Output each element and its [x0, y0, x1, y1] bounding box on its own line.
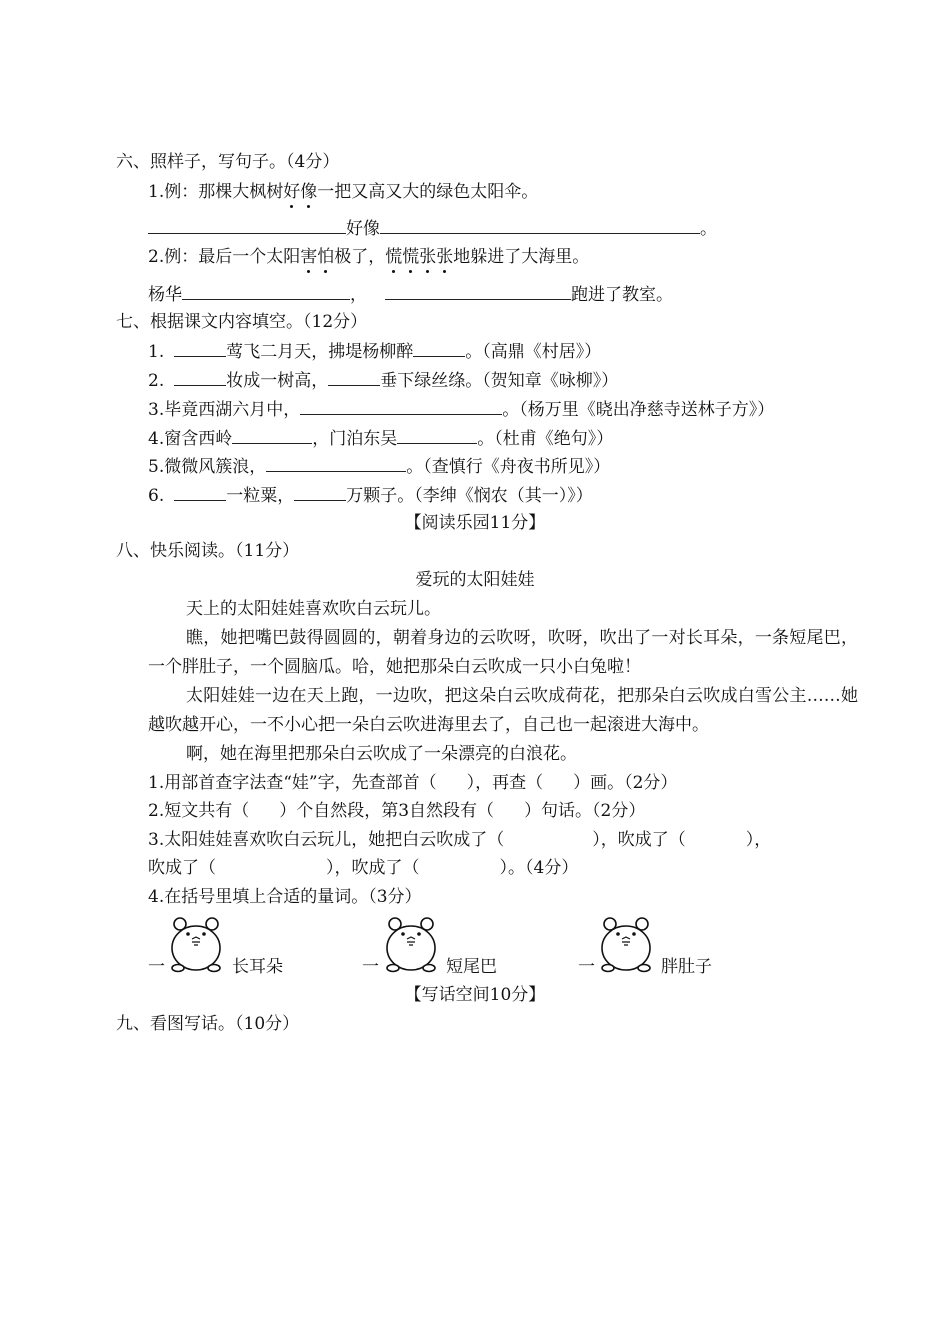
example-2: 2.例：最后一个太阳害怕极了，慌慌张张地躲进了大海里。 — [148, 247, 590, 267]
poem-item-5: 5.微微风簇浪， 。（查慎行《舟夜书所见》） — [148, 457, 611, 477]
fill-line-1: 好像 。 — [148, 217, 717, 240]
answer-blank[interactable] — [174, 369, 226, 386]
poem-item-3: 3.毕竟西湖六月中， 。（杨万里《晓出净慈寺送林子方》） — [148, 400, 775, 420]
measure-prefix-2: 一 — [362, 957, 379, 977]
dotted-char: 像 — [300, 182, 318, 202]
story-paragraph-1: 天上的太阳娃娃喜欢吹白云玩儿。 — [186, 599, 441, 619]
story-paragraph-3: 太阳娃娃一边在天上跑，一边吹，把这朵白云吹成荷花，把那朵白云吹成白雪公主……她越吹越开心，一不小心把一朵白云吹进海里去了，自己也一起滚进大海中。 — [148, 686, 858, 735]
measure-word-2: 短尾巴 — [446, 957, 497, 977]
answer-blank[interactable] — [148, 217, 346, 234]
section-7-title: 七、根据课文内容填空。（12分） — [116, 312, 368, 332]
dotted-char: 好 — [283, 182, 301, 202]
section-8-title: 八、快乐阅读。（11分） — [116, 541, 300, 561]
poem-item-6: 6. 一粒粟， 万颗子。（李绅《悯农（其一）》） — [148, 486, 593, 506]
measure-word-3: 胖肚子 — [661, 957, 712, 977]
hamster-answer-box-icon[interactable] — [598, 915, 656, 973]
question-1: 1.用部首查字法查“娃”字，先查部首（ ），再查（ ）画。（2分） — [148, 773, 678, 793]
measure-prefix-1: 一 — [148, 957, 165, 977]
story-paragraph-4: 啊，她在海里把那朵白云吹成了一朵漂亮的白浪花。 — [186, 744, 577, 764]
example-1: 1.例：那棵大枫树好像一把又高又大的绿色太阳伞。 — [148, 182, 539, 202]
story-title: 爱玩的太阳娃娃 — [415, 570, 535, 590]
section-9-title: 九、看图写话。（10分） — [116, 1014, 300, 1034]
answer-blank[interactable] — [413, 340, 465, 357]
question-4: 4.在括号里填上合适的量词。（3分） — [148, 887, 422, 907]
answer-blank[interactable] — [232, 427, 312, 444]
dotted-char: 张 — [436, 247, 454, 267]
hamster-answer-box-icon[interactable] — [168, 915, 226, 973]
dotted-char: 张 — [419, 247, 437, 267]
answer-blank[interactable] — [174, 484, 226, 501]
fill-line-2: 杨华 ， 跑进了教室。 — [148, 285, 673, 305]
answer-blank[interactable] — [266, 455, 406, 472]
dotted-char: 慌 — [402, 247, 420, 267]
poem-item-4: 4.窗含西岭 ，门泊东吴 。（杜甫《绝句》） — [148, 429, 614, 449]
question-2: 2.短文共有（ ）个自然段，第3自然段有（ ）句话。（2分） — [148, 801, 646, 821]
answer-blank[interactable] — [174, 340, 226, 357]
dotted-char: 害 — [300, 247, 318, 267]
hamster-answer-box-icon[interactable] — [383, 915, 441, 973]
answer-blank[interactable] — [294, 484, 346, 501]
section-6-title: 六、照样子，写句子。（4分） — [116, 152, 340, 172]
reading-section-header: 【阅读乐园11分】 — [404, 513, 546, 533]
question-3: 3.太阳娃娃喜欢吹白云玩儿，她把白云吹成了（ ），吹成了（ ）， — [148, 830, 772, 850]
dotted-char: 怕 — [317, 247, 335, 267]
poem-item-2: 2. 妆成一树高， 垂下绿丝绦。（贺知章《咏柳》） — [148, 371, 619, 391]
poem-item-1: 1. 莺飞二月天，拂堤杨柳醉 。（高鼎《村居》） — [148, 342, 602, 362]
question-3-cont: 吹成了（ ），吹成了（ ）。（4分） — [148, 858, 579, 878]
measure-prefix-3: 一 — [578, 957, 595, 977]
story-paragraph-2: 瞧，她把嘴巴鼓得圆圆的，朝着身边的云吹呀，吹呀，吹出了一对长耳朵，一条短尾巴，一个胖肚子，一个圆脑瓜。哈，她把那朵白云吹成一只小白兔啦！ — [148, 628, 858, 677]
dotted-char: 慌 — [385, 247, 403, 267]
measure-word-1: 长耳朵 — [232, 957, 283, 977]
answer-blank[interactable] — [380, 217, 700, 234]
answer-blank[interactable] — [397, 427, 477, 444]
answer-blank[interactable] — [328, 369, 380, 386]
answer-blank[interactable] — [385, 283, 571, 300]
answer-blank[interactable] — [300, 398, 502, 415]
answer-blank[interactable] — [182, 283, 350, 300]
writing-section-header: 【写话空间10分】 — [404, 985, 546, 1005]
